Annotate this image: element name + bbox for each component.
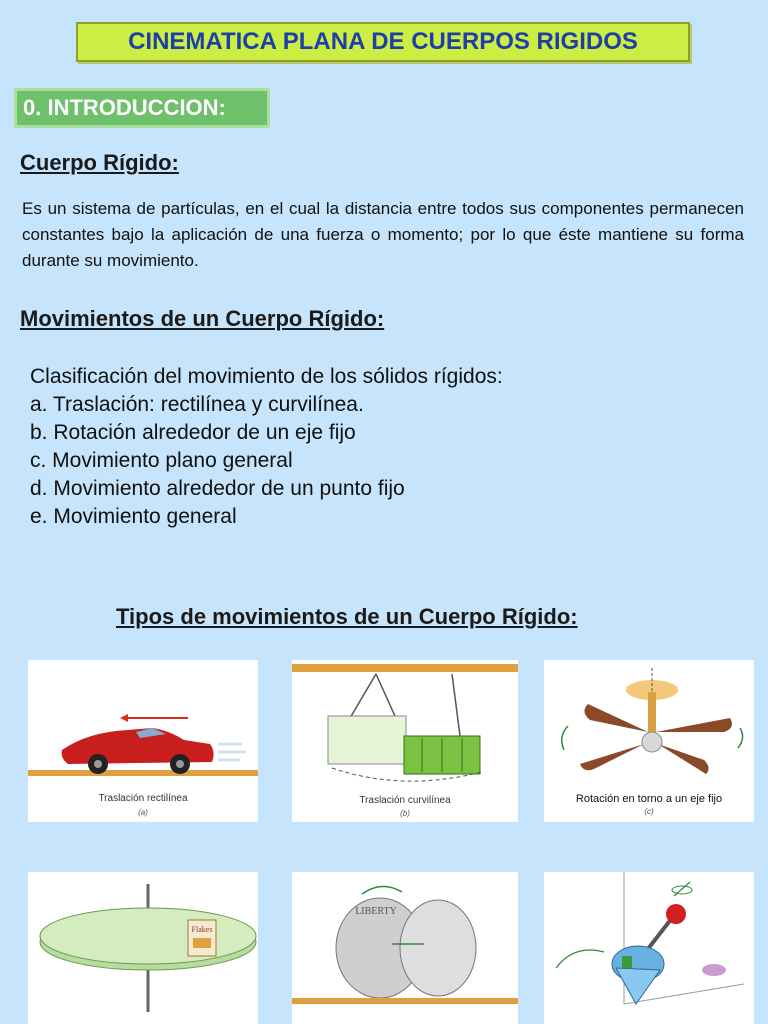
- movements-heading: Movimientos de un Cuerpo Rígido:: [20, 306, 385, 331]
- list-item: b. Rotación alrededor de un eje fijo: [30, 421, 356, 444]
- figure-fixed-axis-rotation: [544, 660, 754, 822]
- list-intro: Clasificación del movimiento de los sólidos rígidos:: [30, 365, 503, 388]
- figure-b-label: (b): [400, 809, 410, 818]
- figure-c-caption: Rotación en torno a un eje fijo: [575, 793, 723, 805]
- rigid-body-heading: Cuerpo Rígido:: [20, 150, 179, 175]
- turntable-illustration: [28, 872, 258, 1024]
- figure-a-label: (a): [138, 808, 148, 817]
- list-item: d. Movimiento alrededor de un punto fijo: [30, 477, 405, 500]
- section-label-box: [14, 88, 270, 128]
- list-item: a. Traslación: rectilínea y curvilínea.: [30, 393, 364, 416]
- coins-illustration: [292, 872, 518, 1024]
- list-item: c. Movimiento plano general: [30, 449, 293, 472]
- section-label: 0. INTRODUCCION:: [23, 95, 226, 120]
- page-title-box: [76, 22, 690, 62]
- figure-rectilinear-translation: [28, 660, 258, 822]
- figure-turntable: [28, 872, 258, 1024]
- figure-spinning-top: [544, 872, 754, 1024]
- list-item: e. Movimiento general: [30, 505, 237, 528]
- figure-curvilinear-translation: [292, 660, 518, 822]
- movements-list: [30, 363, 503, 531]
- figure-rolling-coins: [292, 872, 518, 1024]
- coin-text: LIBERTY: [355, 906, 397, 917]
- spinning-top-illustration: [544, 872, 754, 1024]
- figure-b-caption: Traslación curvilínea: [359, 795, 451, 806]
- rigid-body-definition: Es un sistema de partículas, en el cual la distancia entre todos sus componentes permanecen constantes bajo la aplicación de una fuerza o momento; por lo que éste mantiene su forma durante su movimiento.: [22, 199, 744, 270]
- types-heading: Tipos de movimientos de un Cuerpo Rígido:: [116, 604, 578, 629]
- figure-c-label: (c): [644, 807, 654, 816]
- cereal-box-text: Flakes: [191, 925, 213, 934]
- figure-a-caption: Traslación rectilínea: [98, 793, 188, 804]
- page-title: CINEMATICA PLANA DE CUERPOS RIGIDOS: [128, 28, 638, 55]
